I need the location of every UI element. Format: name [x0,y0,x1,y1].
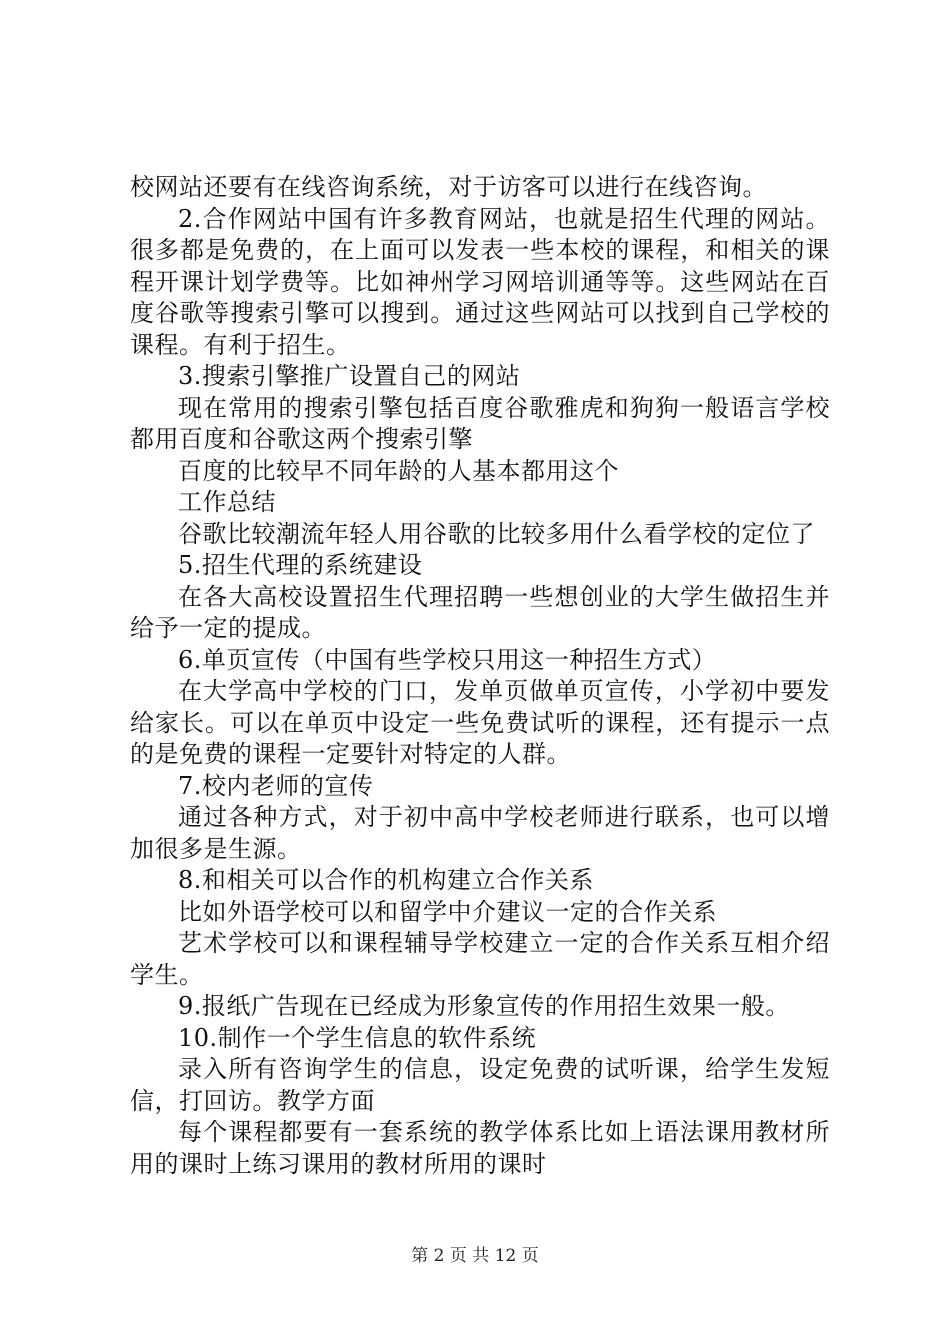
paragraph: 通过各种方式，对于初中高中学校老师进行联系，也可以增加很多是生源。 [130,803,830,863]
page-footer: 第 2 页 共 12 页 [411,1246,539,1266]
paragraph: 录入所有咨询学生的信息，设定免费的试听课，给学生发短信，打回访。教学方面 [130,1055,830,1115]
section-heading: 10.制作一个学生信息的软件系统 [178,1023,537,1052]
paragraph: 在大学高中学校的门口，发单页做单页宣传，小学初中要发给家长。可以在单页中设定一些免费试听的课程，还有提示一点的是免费的课程一定要针对特定的人群。 [130,677,830,768]
paragraph: 校网站还要有在线咨询系统，对于访客可以进行在线咨询。 [130,173,767,201]
paragraph: 比如外语学校可以和留学中介建议一定的合作关系 [178,897,717,926]
section-heading: 9.报纸广告现在已经成为形象宣传的作用招生效果一般。 [178,992,790,1020]
document-body [130,172,830,1180]
paragraph: 工作总结 [178,488,276,516]
section-heading: 8.和相关可以合作的机构建立合作关系 [178,866,594,894]
paragraph: 艺术学校可以和课程辅导学校建立一定的合作关系互相介绍学生。 [130,929,830,989]
paragraph: 百度的比较早不同年龄的人基本都用这个 [178,456,619,485]
section-heading: 6.单页宣传（中国有些学校只用这一种招生方式） [178,645,717,674]
paragraph: 2.合作网站中国有许多教育网站，也就是招生代理的网站。很多都是免费的，在上面可以发表一些本校的课程，和相关的课程开课计划学费等。比如神州学习网培训通等等。这些网站在百度谷歌等搜索引擎可以搜到。通过这些网站可以找到自己学校的课程。有利于招生。 [130,204,830,359]
paragraph: 谷歌比较潮流年轻人用谷歌的比较多用什么看学校的定位了 [178,519,815,548]
section-heading: 5.招生代理的系统建设 [178,551,423,579]
section-heading: 7.校内老师的宣传 [178,771,374,800]
paragraph: 现在常用的搜索引擎包括百度谷歌雅虎和狗狗一般语言学校都用百度和谷歌这两个搜索引擎 [130,393,830,453]
section-heading: 3.搜索引擎推广设置自己的网站 [178,362,521,390]
paragraph: 每个课程都要有一套系统的教学体系比如上语法课用教材所用的课时上练习课用的教材所用的课时 [130,1118,830,1178]
paragraph: 在各大高校设置招生代理招聘一些想创业的大学生做招生并给予一定的提成。 [130,582,830,642]
